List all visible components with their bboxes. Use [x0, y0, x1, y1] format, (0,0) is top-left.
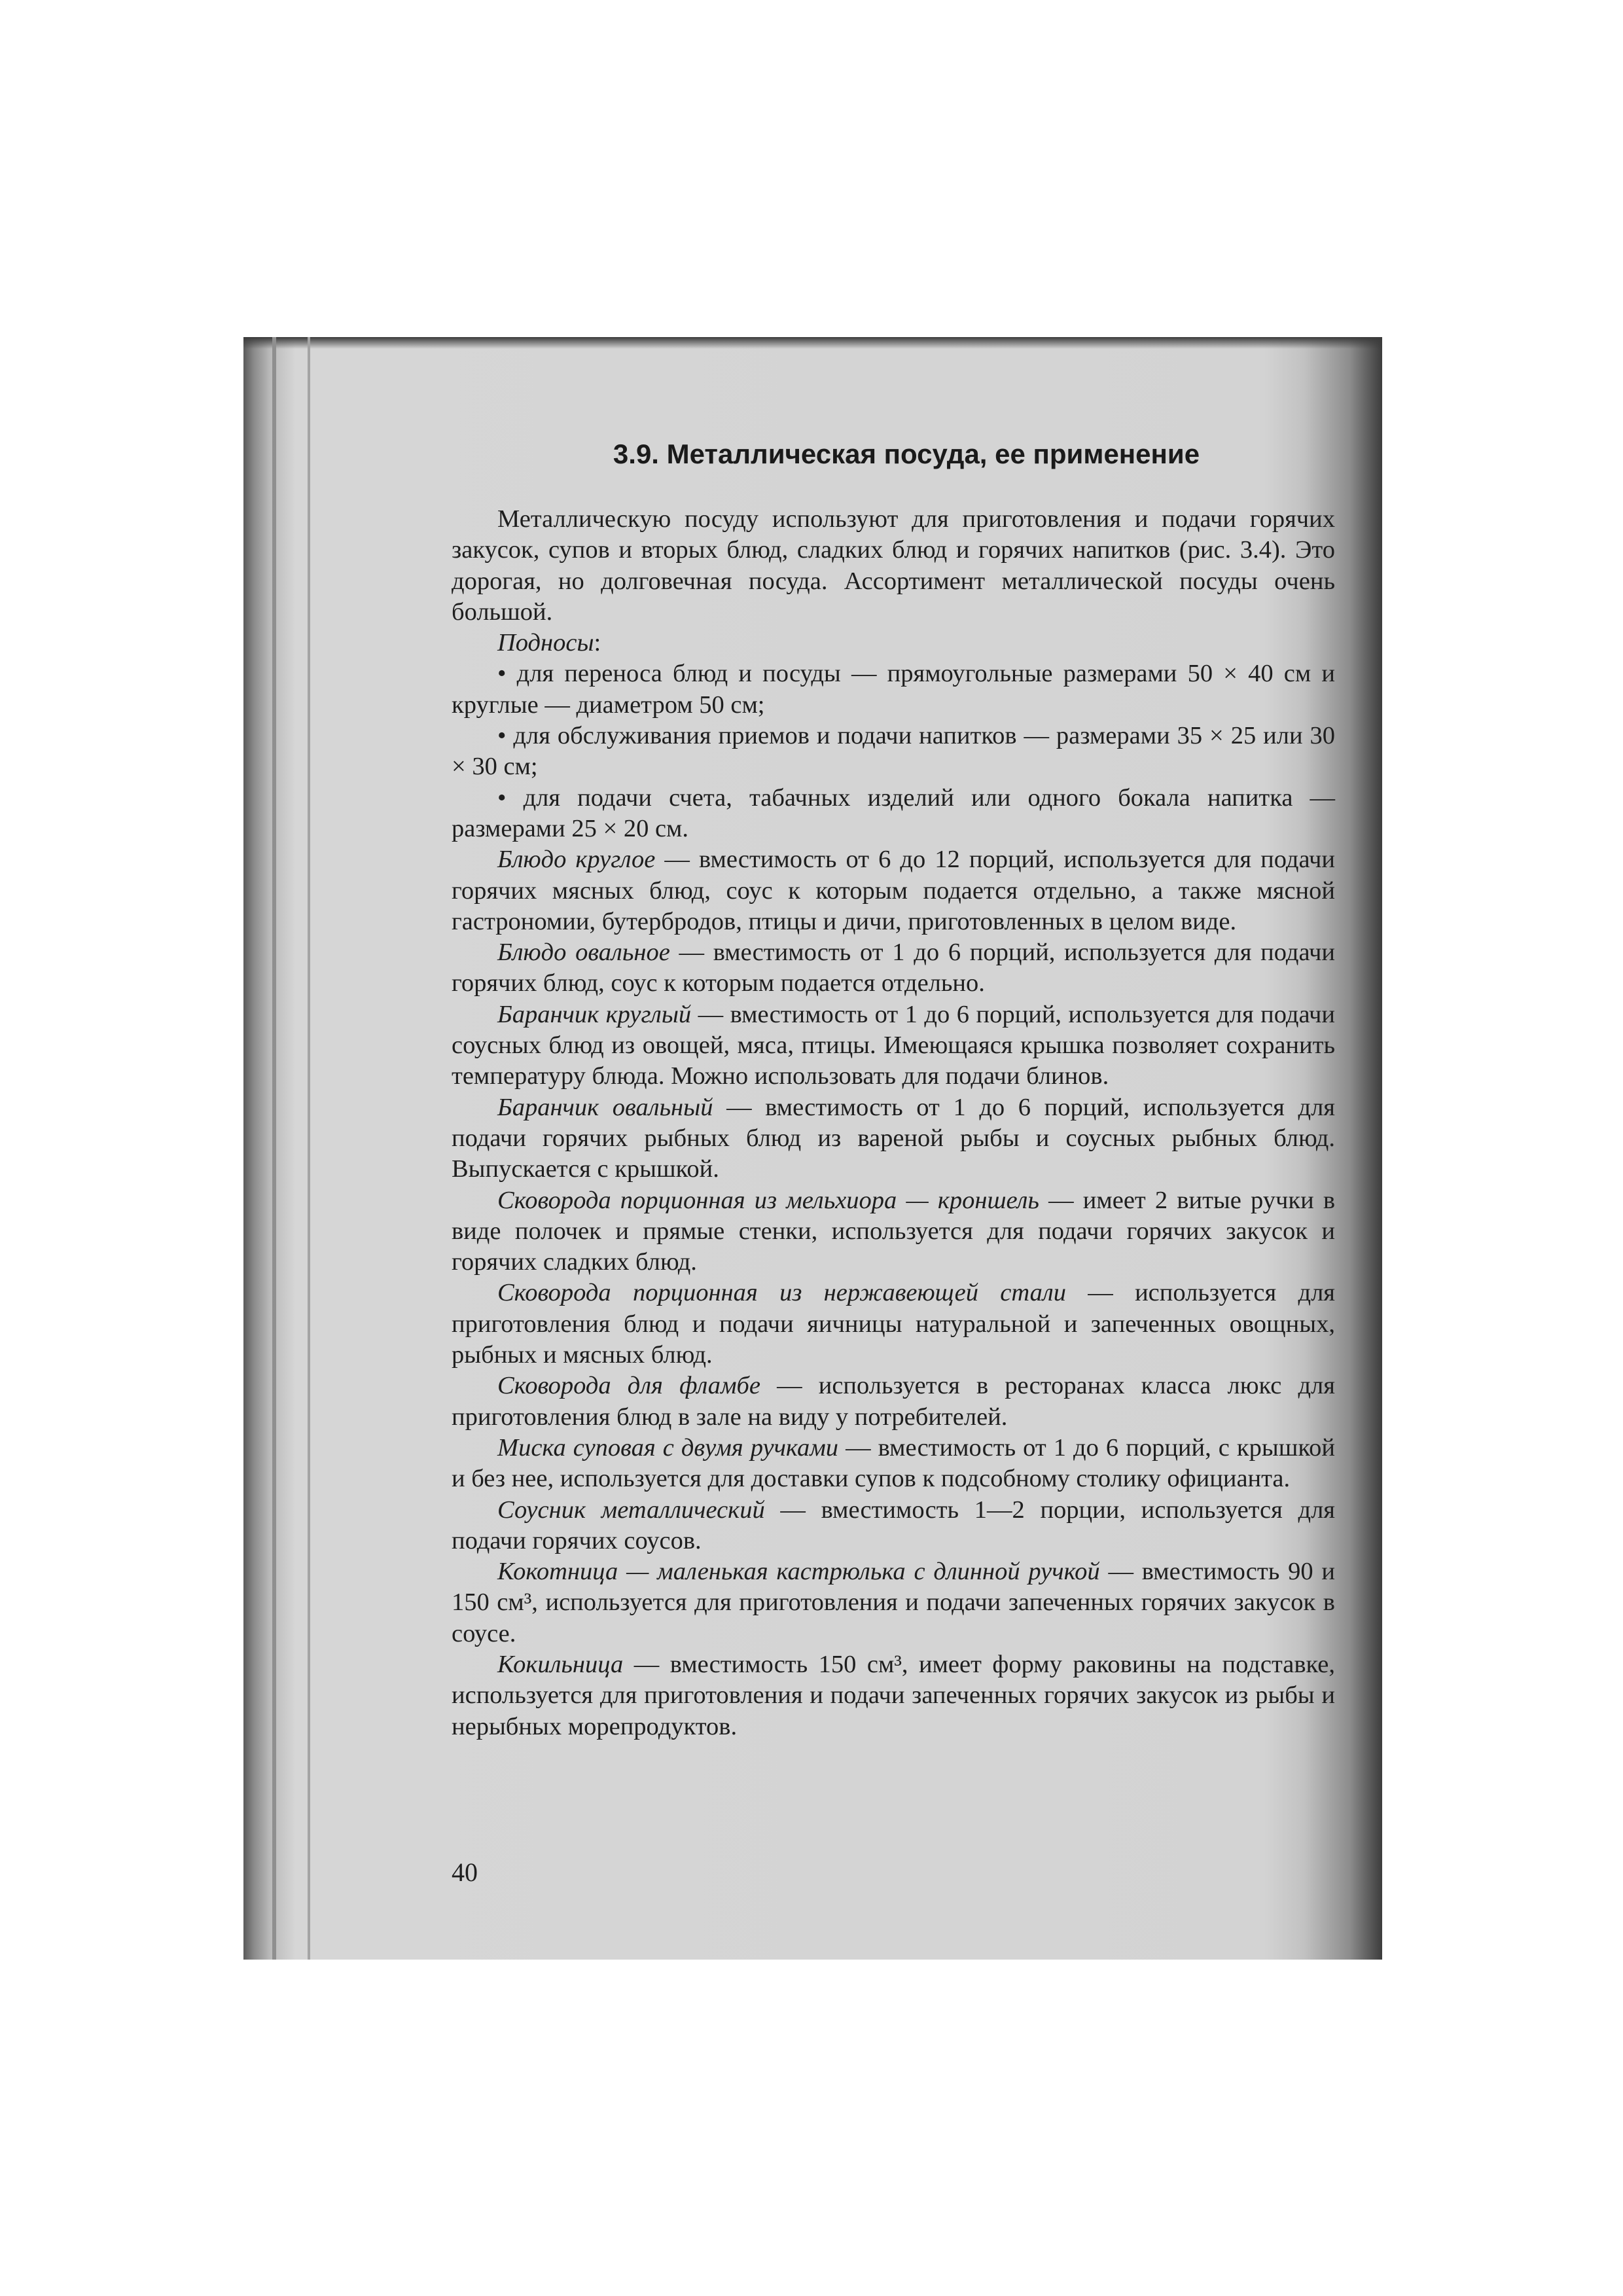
paragraph-text: — имеет 2 витые ручки в виде полочек и прямые стенки, используется для подачи горячих закусок и горячих сладких блюд. [452, 1186, 1336, 1276]
paragraph [452, 1185, 1335, 1278]
term: Сковорода порционная из мельхиора — кроншель [497, 1186, 1039, 1214]
spine-shadow [308, 337, 310, 1960]
paragraph [452, 1278, 1335, 1371]
term: Кокотница — маленькая кастрюлька с длинной ручкой [497, 1558, 1100, 1586]
term: Соусник металлический [497, 1496, 765, 1524]
paragraph-text: — вместимость 90 и 150 см³, используется для приготовления и подачи запеченных горячих закусок в соусе. [452, 1558, 1335, 1647]
term: Подносы [497, 629, 594, 657]
term: Кокильница [497, 1650, 624, 1678]
paragraph-text: — вместимость от 1 до 6 порций, используется для подачи горячих блюд, соус к которым подается отдельно. [452, 939, 1336, 997]
paragraph-list [452, 504, 1335, 1742]
paragraph-text: — вместимость 1—2 порции, используется для подачи горячих соусов. [452, 1496, 1336, 1554]
scanned-page [243, 337, 1382, 1960]
paragraph-text: — вместимость от 1 до 6 порций, используется для подачи горячих рыбных блюд из вареной рыбы и соусных рыбных блюд. Выпускается с крышкой. [452, 1093, 1336, 1183]
term: Баранчик овальный [497, 1093, 713, 1121]
paragraph [452, 1649, 1335, 1742]
paragraph-text: • для обслуживания приемов и подачи напитков — размерами 35 × 25 или 30 × 30 см; [452, 722, 1335, 781]
term: Сковорода для фламбе [497, 1372, 760, 1400]
paragraph-text: — вместимость от 6 до 12 порций, используется для подачи горячих мясных блюд, соус к которым подается отдельно, а также мясной гастрономии, бутербродов, птицы и дичи, приготовленных в целом виде. [452, 846, 1335, 935]
page-body [452, 436, 1335, 1742]
paragraph [452, 658, 1335, 721]
paragraph [452, 721, 1335, 783]
paragraph-text: — вместимость от 1 до 6 порций, с крышкой и без нее, используется для доставки супов к подсобному столику официанта. [452, 1433, 1335, 1493]
section-heading: 3.9. Металлическая посуда, ее применение [613, 439, 1200, 469]
paragraph [452, 1556, 1335, 1649]
term: Сковорода порционная из нержавеющей стали [497, 1279, 1066, 1307]
paragraph-text: — используется в ресторанах класса люкс для приготовления блюд в зале на виду у потребителей. [452, 1372, 1335, 1431]
paragraph [452, 628, 1335, 658]
spine-shadow [272, 337, 276, 1960]
paragraph-text: : [594, 629, 601, 657]
paragraph [452, 937, 1335, 999]
paragraph-text: — используется для приготовления блюд и подачи яичницы натуральной и запеченных овощных, рыбных и мясных блюд. [452, 1279, 1336, 1369]
term: Баранчик круглый [497, 1000, 692, 1028]
paragraph [452, 844, 1335, 937]
paragraph [452, 504, 1335, 628]
term: Миска суповая с двумя ручками [497, 1433, 839, 1462]
paragraph-text: — вместимость от 1 до 6 порций, используется для подачи соусных блюд из овощей, мяса, птицы. Имеющаяся крышка позволяет сохранить температуру блюда. Можно использовать для подачи блинов. [452, 1000, 1336, 1090]
term: Блюдо круглое [497, 846, 656, 874]
paragraph-text: — вместимость 150 см³, имеет форму раковины на подставке, используется для приготовления и подачи запеченных горячих закусок из рыбы и нерыбных морепродуктов. [452, 1650, 1335, 1740]
paragraph-text: • для подачи счета, табачных изделий или одного бокала напитка — размерами 25 × 20 см. [452, 783, 1335, 842]
term: Блюдо овальное [497, 939, 670, 967]
paragraph-text: • для переноса блюд и посуды — прямоугольные размерами 50 × 40 см и круглые — диаметром 50 см; [452, 660, 1335, 719]
paragraph [452, 1495, 1335, 1557]
page-number: 40 [452, 1857, 478, 1887]
paragraph [452, 1092, 1335, 1185]
paragraph [452, 999, 1335, 1092]
paragraph [452, 1371, 1335, 1433]
paragraph-text: Металлическую посуду используют для приготовления и подачи горячих закусок, супов и вторых блюд, сладких блюд и горячих напитков (рис. 3.4). Это дорогая, но долговечная посуда. Ассортимент металлической посуды очень большой. [452, 505, 1335, 626]
paragraph [452, 783, 1335, 845]
paragraph [452, 1433, 1335, 1495]
